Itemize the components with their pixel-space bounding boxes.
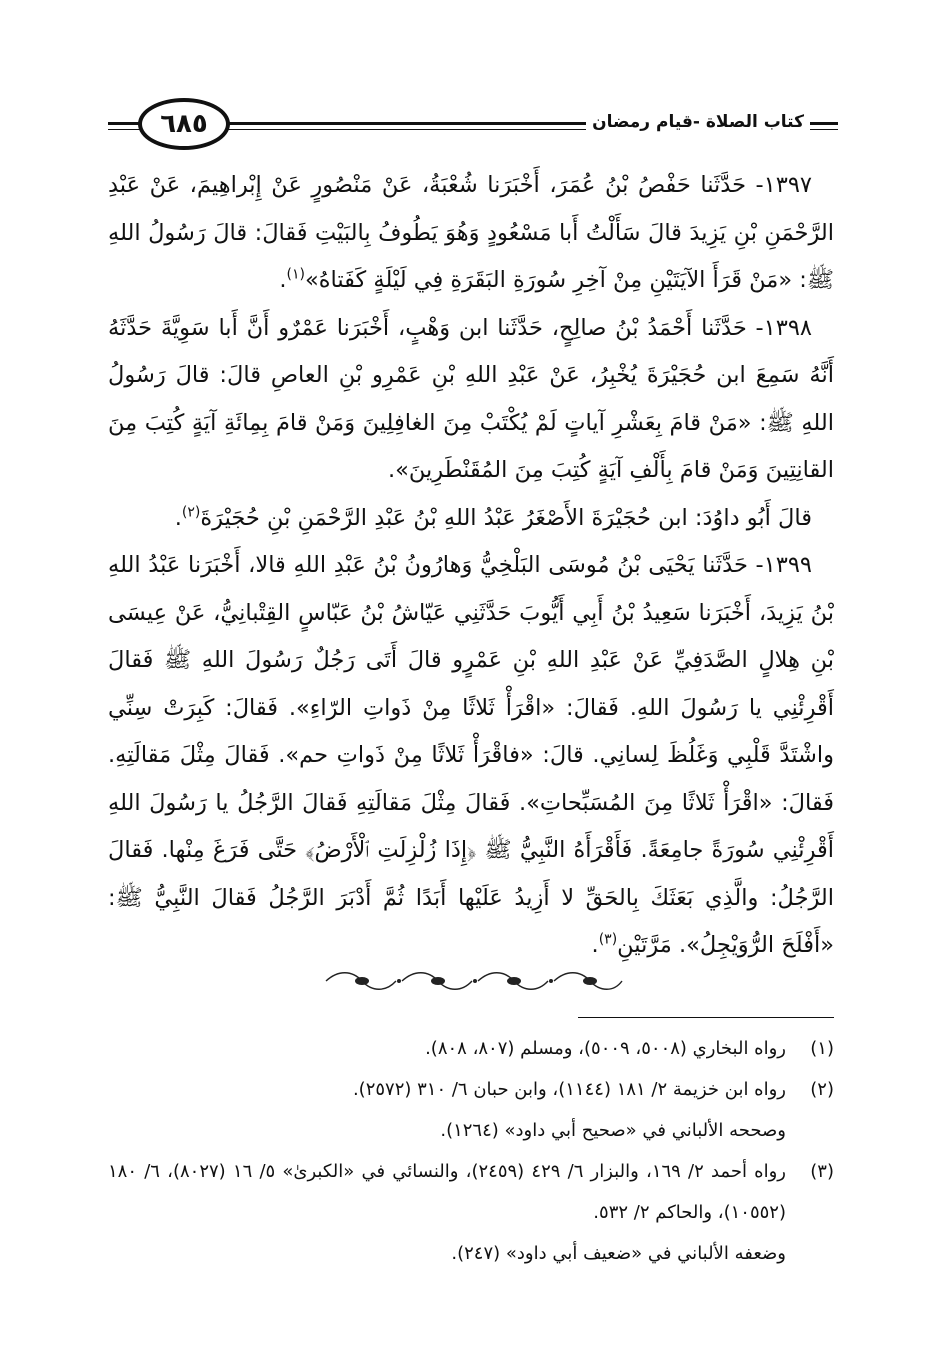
footnote-number: (٣) [810, 1161, 834, 1182]
hadith-1398 [108, 305, 834, 495]
footnote-1 [108, 1028, 834, 1069]
hadith-1397 [108, 162, 834, 305]
chapter-title: كتاب الصلاة -قيام رمضان [586, 112, 810, 132]
page-header [108, 98, 838, 156]
footnote-number: (١) [810, 1038, 834, 1059]
abu-dawud-note [108, 495, 834, 543]
footnote-line: رواه ابن خزيمة ٢/ ١٨١ (١١٤٤)، وابن حبان ٦/ ٣١٠ (٢٥٧٢). [352, 1079, 786, 1100]
footnote-ref-1: (١) [286, 266, 305, 283]
abu-dawud-note-end: . [174, 504, 182, 531]
hadith-1397-end: . [279, 267, 287, 293]
hadith-1397-text: ١٣٩٧- حَدَّثَنا حَفْصُ بْنُ عُمَرَ، أَخْبَرَنا شُعْبَةُ، عَنْ مَنْصُورٍ عَنْ إِبْراهِيمَ، عَنْ عَبْدِ الرَّحْمَنِ بْنِ يَزِيدَ قالَ سَأَلْتُ أَبا مَسْعُودٍ وَهُوَ يَطُوفُ بِالبَيْتِ فَقالَ: قالَ رَسُولُ اللهِ ﷺ: «مَنْ قَرَأَ الآيَتَيْنِ مِنْ آخِرِ سُورَةِ البَقَرَةِ فِي لَيْلَةٍ كَفَتاهُ» [108, 172, 834, 293]
hadith-1399-end: . [591, 932, 599, 958]
page-number-oval [138, 98, 230, 150]
footnote-number: (٢) [810, 1079, 834, 1100]
page-number: ٦٨٥ [160, 109, 208, 139]
hadith-1399-text: ١٣٩٩- حَدَّثَنا يَحْيَى بْنُ مُوسَى البَلْخِيُّ وَهارُونُ بْنُ عَبْدِ اللهِ قالا، أَخْبَرَنا عَبْدُ اللهِ بْنُ يَزِيدَ، أَخْبَرَنا سَعِيدُ بْنُ أَبِي أَيُّوبَ حَدَّثَنِي عَيّاشُ بْنُ عَبّاسٍ القِتْبانِيُّ، عَنْ عِيسَى بْنِ هِلالٍ الصَّدَفِيِّ عَنْ عَبْدِ اللهِ بْنِ عَمْرٍو قالَ أَتَى رَجُلٌ رَسُولَ اللهِ ﷺ فَقالَ أَقْرِئْنِي يا رَسُولَ اللهِ. فَقالَ: «اقْرَأْ ثَلاثًا مِنْ ذَواتِ الرّاءِ». فَقالَ: كَبِرَتْ سِنِّي واشْتَدَّ قَلْبِي وَغَلُظَ لِسانِي. قالَ: «فاقْرَأْ ثَلاثًا مِنْ ذَواتِ حم». فَقالَ مِثْلَ مَقالَتِهِ. فَقالَ: «اقْرَأْ ثَلاثًا مِنَ المُسَبِّحاتِ». فَقالَ مِثْلَ مَقالَتِهِ فَقالَ الرَّجُلُ يا رَسُولَ اللهِ أَقْرِئْنِي سُورَةً جامِعَةً. فَأَقْرَأَهُ النَّبِيُّ ﷺ ﴿إِذَا زُلْزِلَتِ ٱلْأَرْضُ﴾ حَتَّى فَرَغَ مِنْها. فَقالَ الرَّجُلُ: والَّذِي بَعَثَكَ بِالحَقِّ لا أَزِيدُ عَلَيْها أَبَدًا ثُمَّ أَدْبَرَ الرَّجُلُ فَقالَ النَّبِيُّ ﷺ: «أَفْلَحَ الرُّوَيْجِلُ». مَرَّتَيْنِ [108, 552, 834, 958]
footnote-line: وصححه الألباني في «صحيح أبي داود» (١٢٦٤). [440, 1120, 786, 1141]
decorative-ornament-divider [318, 966, 628, 996]
footnote-3 [108, 1151, 834, 1274]
footnote-2 [108, 1069, 834, 1151]
footnote-ref-3: (٣) [598, 931, 618, 948]
footnotes [108, 1028, 834, 1274]
footnote-body [108, 1069, 786, 1151]
abu-dawud-note-text: قالَ أَبُو داوُدَ: ابن حُجَيْرَةَ الأَصْغَرُ عَبْدُ اللهِ بْنُ عَبْدِ الرَّحْمَنِ بْنِ حُجَيْرَةَ [200, 504, 812, 531]
footnote-ref-2: (٢) [181, 504, 201, 520]
footnote-line: رواه أحمد ٢/ ١٦٩، والبزار ٦/ ٤٢٩ (٢٤٥٩)، والنسائي في «الكبرىٰ» ٥/ ١٦ (٨٠٢٧)، ٦/ ١٨٠ (١٠٥٥٢)، والحاكم ٢/ ٥٣٢. [108, 1161, 786, 1223]
footnote-line: رواه البخاري (٥٠٠٨، ٥٠٠٩)، ومسلم (٨٠٧، ٨٠٨). [425, 1038, 786, 1059]
hadith-1399 [108, 542, 834, 970]
hadith-1398-text: ١٣٩٨- حَدَّثَنا أَحْمَدُ بْنُ صالِحٍ، حَدَّثَنا ابن وَهْبٍ، أَخْبَرَنا عَمْرٌو أَنَّ أَبا سَوِيَّةَ حَدَّثَهُ أَنَّهُ سَمِعَ ابن حُجَيْرَةَ يُخْبِرُ، عَنْ عَبْدِ اللهِ بْنِ عَمْرِو بْنِ العاصِ قالَ: قالَ رَسُولُ اللهِ ﷺ: «مَنْ قامَ بِعَشْرِ آياتٍ لَمْ يُكْتَبْ مِنَ الغافِلِينَ وَمَنْ قامَ بِمِائَةِ آيَةٍ كُتِبَ مِنَ القانِتِينَ وَمَنْ قامَ بِأَلْفِ آيَةٍ كُتِبَ مِنَ المُقَنْطَرِينَ». [108, 314, 834, 483]
main-text [108, 162, 834, 970]
footnote-separator [578, 1017, 834, 1018]
footnote-line: وضعفه الألباني في «ضعيف أبي داود» (٢٤٧). [451, 1243, 786, 1264]
footnote-body [108, 1028, 786, 1069]
footnote-body [108, 1151, 786, 1274]
